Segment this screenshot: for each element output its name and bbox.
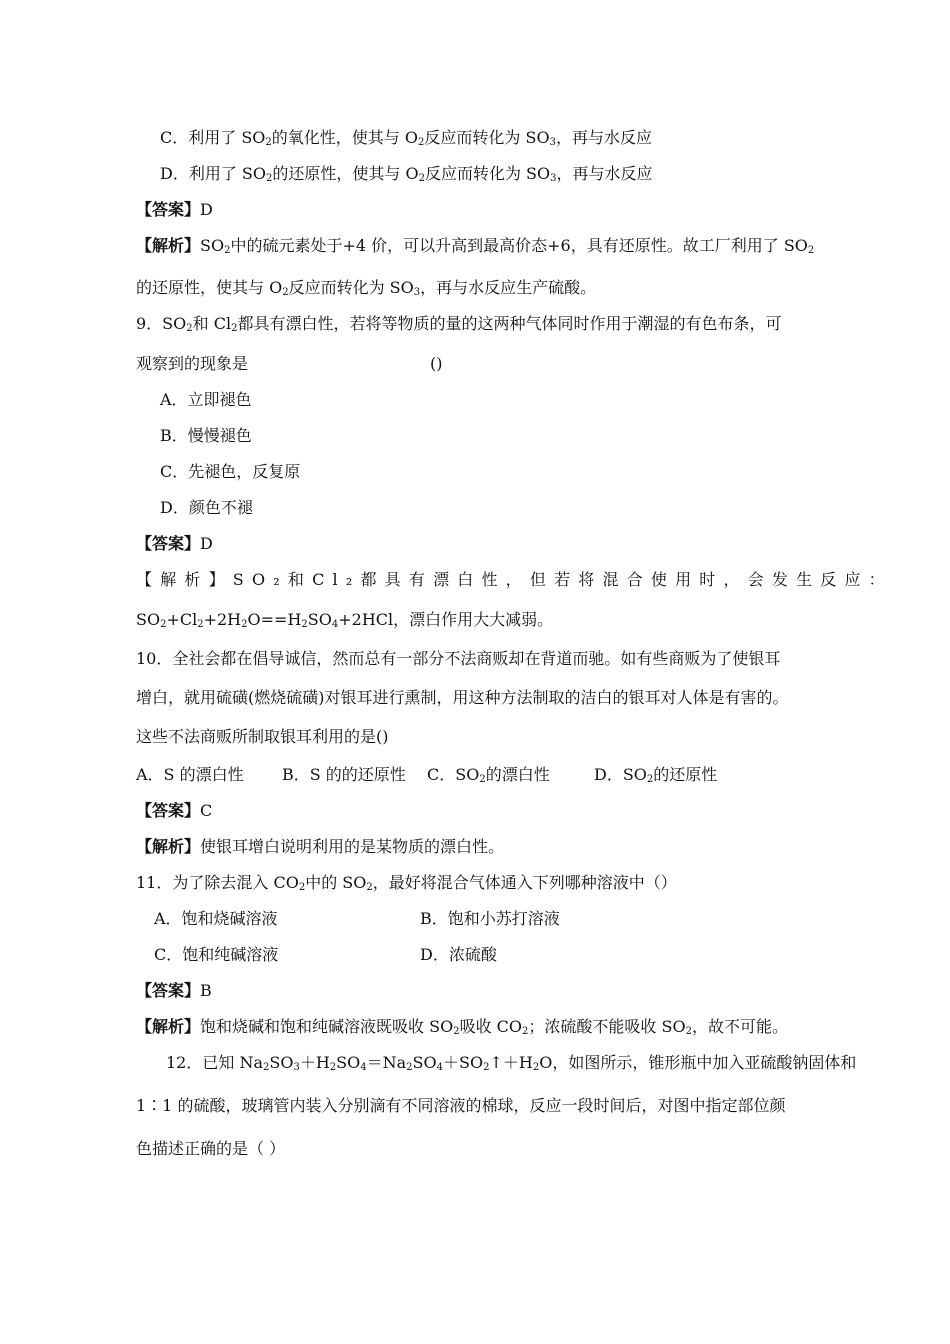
q9-answer-paren: () xyxy=(430,354,443,373)
q9-stem-line1: 9．$SO_2$和 $Cl_2$都具有漂白性，若将等物质的量的这两种气体同时作用于潮湿的有色布条，可 xyxy=(136,314,782,334)
q9-analysis-line1: 【解析】SO₂和Cl₂都具有漂白性，但若将混合使用时，会发生反应： xyxy=(136,570,893,589)
q11-option-a: A．饱和烧碱溶液 xyxy=(154,909,278,928)
q8-option-d: D．利用了 $SO_2$的还原性，使其与 $O_2$反应而转化为 $SO_3$，再与水反应 xyxy=(160,164,653,184)
q10-answer: 【答案】C xyxy=(136,801,213,820)
q8-option-c: C．利用了 $SO_2$的氧化性，使其与 $O_2$反应而转化为 $SO_3$，再与水反应 xyxy=(160,128,652,148)
q9-stem-line2: 观察到的现象是 xyxy=(136,354,249,373)
q8-analysis-line2: 的还原性，使其与 $O_2$反应而转化为 $SO_3$，再与水反应生产硫酸。 xyxy=(136,278,597,298)
q8-analysis-line1: 【解析】$SO_2$中的硫元素处于+4 价，可以升高到最高价态+6，具有还原性。故工厂利用了 $SO_2$ xyxy=(136,236,815,256)
q10-option-d: D．$SO_2$的还原性 xyxy=(594,765,718,785)
q10-option-a: A．S 的漂白性 xyxy=(136,765,244,784)
q11-stem: 11．为了除去混入 $CO_2$中的 $SO_2$，最好将混合气体通入下列哪种溶液中（） xyxy=(136,873,677,893)
q10-option-b: B．S 的的还原性 xyxy=(282,765,406,784)
q10-stem-line1: 10．全社会都在倡导诚信，然而总有一部分不法商贩却在背道而驰。如有些商贩为了使银耳 xyxy=(136,649,781,668)
q10-option-c: C．$SO_2$的漂白性 xyxy=(427,765,550,785)
q10-stem-line3: 这些不法商贩所制取银耳利用的是() xyxy=(136,727,389,746)
q8-answer: 【答案】D xyxy=(136,200,213,219)
q11-option-b: B．饱和小苏打溶液 xyxy=(420,909,560,928)
q9-option-d: D．颜色不褪 xyxy=(160,498,253,517)
q9-option-a: A．立即褪色 xyxy=(160,390,252,409)
q12-stem-line1: 12．已知 $Na_2SO_3+H_2SO_4=Na_2SO_4+SO_2↑+H_2O$，如图所示，锥形瓶中加入亚硫酸钠固体和 xyxy=(166,1053,857,1073)
q10-analysis: 【解析】使银耳增白说明利用的是某物质的漂白性。 xyxy=(136,837,505,856)
q10-stem-line2: 增白，就用硫磺(燃烧硫磺)对银耳进行熏制，用这种方法制取的洁白的银耳对人体是有害的。 xyxy=(136,688,789,707)
q9-option-c: C．先褪色，反复原 xyxy=(160,462,301,481)
q11-analysis: 【解析】饱和烧碱和饱和纯碱溶液既吸收 $SO_2$吸收 $CO_2$；浓硫酸不能吸收 $SO_2$，故不可能。 xyxy=(136,1017,788,1037)
q11-option-c: C．饱和纯碱溶液 xyxy=(154,945,279,964)
q11-answer: 【答案】B xyxy=(136,981,212,1000)
q9-answer: 【答案】D xyxy=(136,534,213,553)
q12-stem-line3: 色描述正确的是（ ） xyxy=(136,1139,286,1158)
q9-option-b: B．慢慢褪色 xyxy=(160,426,252,445)
q12-stem-line2: 1∶1 的硫酸，玻璃管内装入分别滴有不同溶液的棉球，反应一段时间后，对图中指定部位颜 xyxy=(136,1096,786,1115)
q11-option-d: D．浓硫酸 xyxy=(420,945,497,964)
q9-analysis-line2: $SO_2+Cl_2+2H_2O==H_2SO_4+2HCl$，漂白作用大大减弱。 xyxy=(136,610,554,630)
